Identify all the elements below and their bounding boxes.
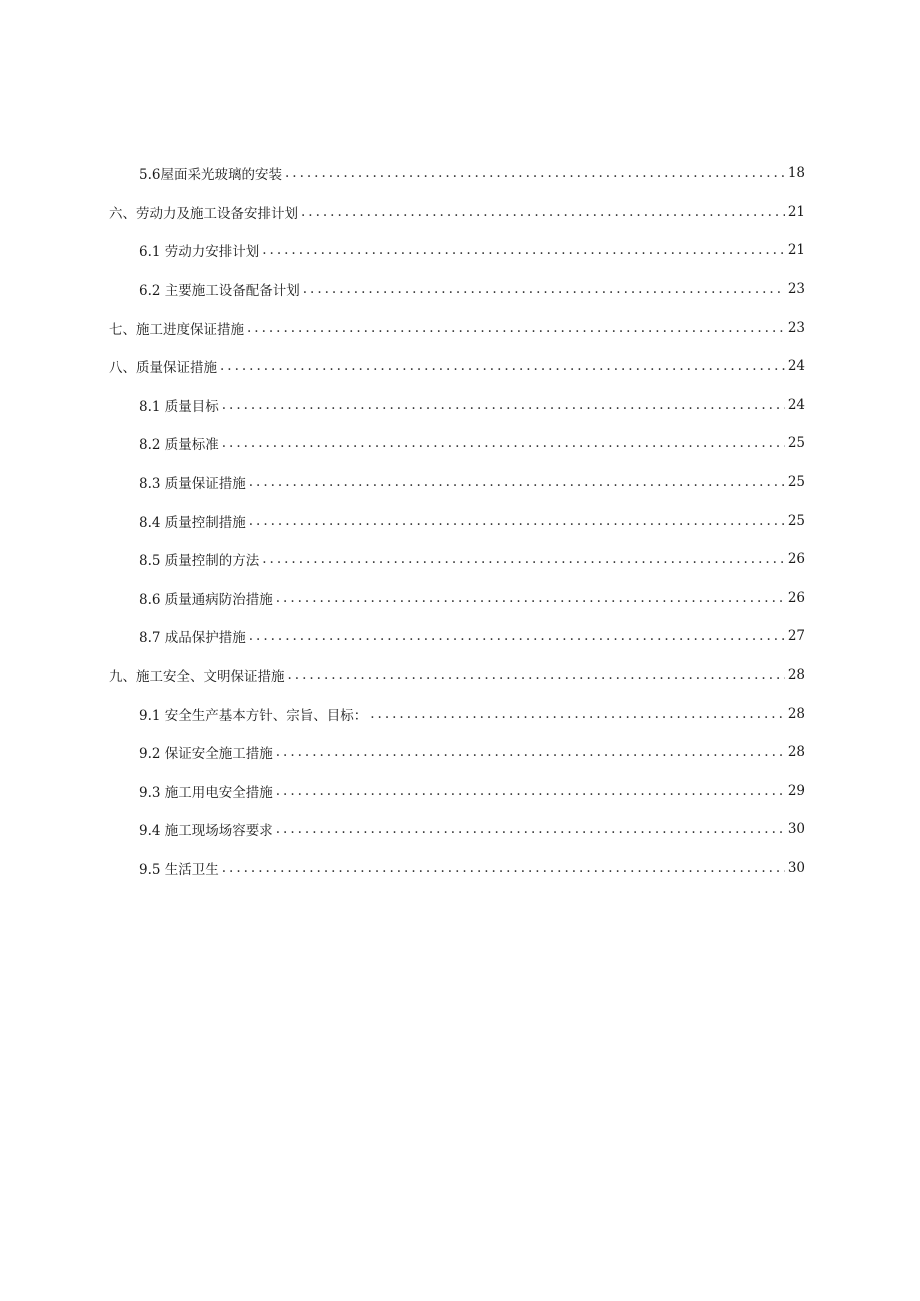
toc-dot-leader — [249, 513, 785, 529]
toc-entry-label: 9.4 施工现场场容要求 — [139, 823, 273, 840]
toc-entry-5-6[interactable] — [0, 154, 920, 193]
toc-page-number: 21 — [787, 242, 805, 259]
toc-page-number: 25 — [787, 435, 805, 452]
toc-entry-label: 6.1 劳动力安排计划 — [139, 244, 260, 261]
toc-page-number: 26 — [787, 551, 805, 568]
toc-entry-chapter-9[interactable] — [0, 656, 920, 695]
toc-dot-leader — [262, 242, 785, 258]
toc-dot-leader — [288, 667, 785, 683]
toc-dot-leader — [276, 783, 785, 799]
toc-entry-label: 九、施工安全、文明保证措施 — [109, 669, 285, 686]
toc-page-number: 26 — [787, 589, 805, 606]
toc-page-number: 25 — [787, 512, 805, 529]
table-of-contents — [0, 154, 920, 887]
toc-dot-leader — [303, 281, 785, 297]
toc-page-number: 23 — [787, 319, 805, 336]
toc-entry-label: 9.5 生活卫生 — [139, 861, 219, 878]
toc-entry-label: 8.7 成品保护措施 — [139, 630, 246, 647]
toc-entry-9-1[interactable] — [0, 694, 920, 733]
toc-page-number: 24 — [787, 358, 805, 375]
toc-entry-label: 9.3 施工用电安全措施 — [139, 784, 273, 801]
toc-page-number: 28 — [787, 744, 805, 761]
toc-entry-label: 八、质量保证措施 — [109, 360, 217, 377]
toc-dot-leader — [249, 474, 785, 490]
toc-dot-leader — [262, 551, 785, 567]
toc-dot-leader — [222, 435, 785, 451]
toc-dot-leader — [370, 706, 785, 722]
toc-entry-chapter-8[interactable] — [0, 347, 920, 386]
toc-entry-8-1[interactable] — [0, 386, 920, 425]
toc-entry-9-2[interactable] — [0, 733, 920, 772]
toc-dot-leader — [276, 590, 785, 606]
toc-entry-label: 8.2 质量标准 — [139, 437, 219, 454]
toc-page-number: 27 — [787, 628, 805, 645]
toc-entry-chapter-6[interactable] — [0, 193, 920, 232]
toc-entry-chapter-7[interactable] — [0, 308, 920, 347]
toc-dot-leader — [222, 860, 785, 876]
toc-entry-8-7[interactable] — [0, 617, 920, 656]
toc-entry-9-4[interactable] — [0, 810, 920, 849]
toc-entry-8-3[interactable] — [0, 463, 920, 502]
toc-entry-label: 9.1 安全生产基本方针、宗旨、目标： — [139, 707, 368, 724]
toc-page-number: 29 — [787, 782, 805, 799]
toc-dot-leader — [222, 397, 785, 413]
toc-dot-leader — [285, 165, 785, 181]
toc-dot-leader — [249, 628, 785, 644]
toc-entry-label: 8.1 质量目标 — [139, 398, 219, 415]
toc-page-number: 23 — [787, 281, 805, 298]
toc-page-number: 30 — [787, 821, 805, 838]
toc-entry-label: 8.4 质量控制措施 — [139, 514, 246, 531]
toc-entry-label: 5.6屋面采光玻璃的安装 — [139, 167, 282, 184]
toc-dot-leader — [276, 821, 785, 837]
toc-entry-9-3[interactable] — [0, 772, 920, 811]
toc-page-number: 25 — [787, 474, 805, 491]
toc-page-number: 24 — [787, 396, 805, 413]
toc-entry-label: 6.2 主要施工设备配备计划 — [139, 283, 300, 300]
toc-page-number: 28 — [787, 667, 805, 684]
toc-entry-6-2[interactable] — [0, 270, 920, 309]
toc-entry-label: 8.6 质量通病防治措施 — [139, 591, 273, 608]
toc-page-number: 18 — [787, 165, 805, 182]
toc-entry-label: 8.5 质量控制的方法 — [139, 553, 260, 570]
toc-page-number: 30 — [787, 859, 805, 876]
toc-dot-leader — [301, 204, 785, 220]
toc-page-number: 28 — [787, 705, 805, 722]
toc-dot-leader — [220, 358, 785, 374]
toc-entry-label: 六、劳动力及施工设备安排计划 — [109, 205, 298, 222]
toc-entry-8-5[interactable] — [0, 540, 920, 579]
toc-entry-6-1[interactable] — [0, 231, 920, 270]
toc-page-number: 21 — [787, 203, 805, 220]
toc-entry-8-6[interactable] — [0, 579, 920, 618]
toc-entry-label: 8.3 质量保证措施 — [139, 476, 246, 493]
toc-entry-label: 9.2 保证安全施工措施 — [139, 746, 273, 763]
toc-dot-leader — [276, 744, 785, 760]
toc-entry-label: 七、施工进度保证措施 — [109, 321, 244, 338]
toc-dot-leader — [247, 320, 785, 336]
toc-entry-9-5[interactable] — [0, 849, 920, 888]
toc-entry-8-2[interactable] — [0, 424, 920, 463]
toc-entry-8-4[interactable] — [0, 501, 920, 540]
